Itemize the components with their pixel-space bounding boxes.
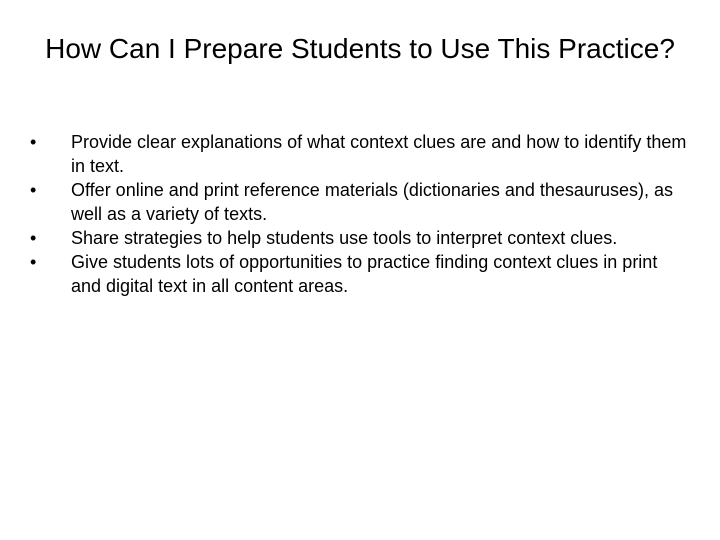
slide-title: How Can I Prepare Students to Use This Practice?: [45, 33, 675, 64]
bullet-text: Share strategies to help students use tools to interpret context clues.: [71, 228, 618, 248]
bullet-item: [24, 226, 692, 250]
bullet-icon: •: [30, 228, 37, 248]
bullet-icon: •: [30, 132, 37, 152]
bullet-item: [24, 130, 692, 178]
bullet-item: [24, 178, 692, 226]
bullet-list: [24, 130, 692, 298]
bullet-icon: •: [30, 180, 37, 200]
bullet-icon: •: [30, 252, 37, 272]
bullet-text: Give students lots of opportunities to practice finding context clues in print and digital text in all content areas.: [71, 252, 658, 296]
bullet-item: [24, 250, 692, 298]
bullet-text: Provide clear explanations of what context clues are and how to identify them in text.: [71, 132, 687, 176]
bullet-text: Offer online and print reference materials (dictionaries and thesauruses), as well as a variety of texts.: [71, 180, 673, 224]
